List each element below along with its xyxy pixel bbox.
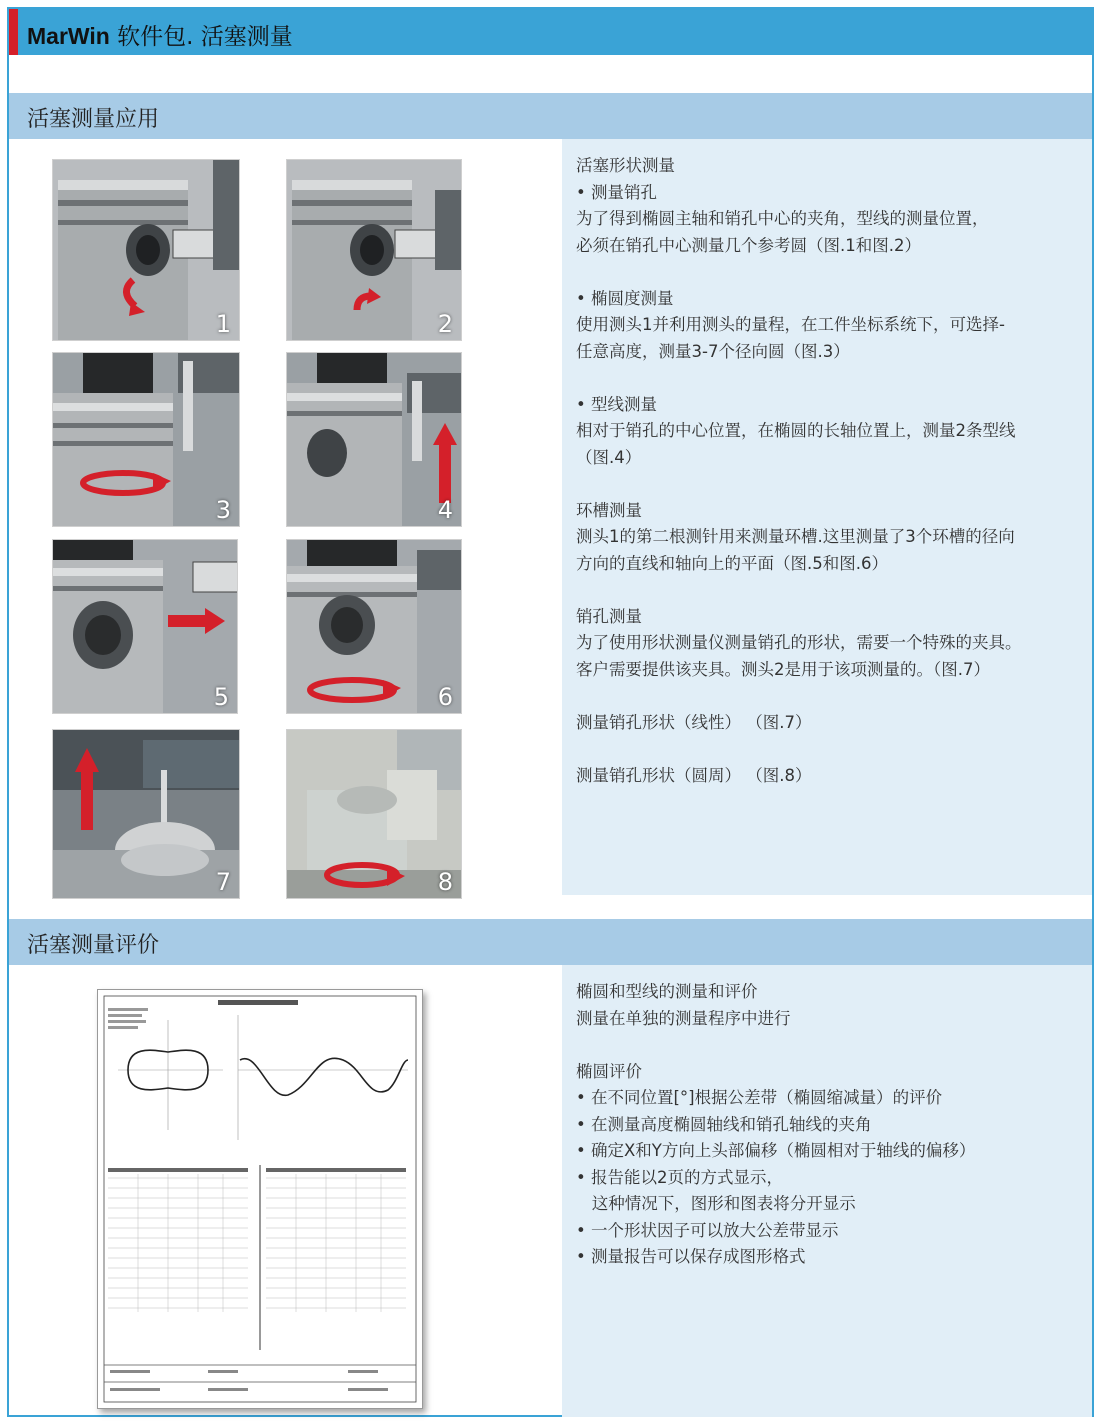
section-header-application xyxy=(9,93,1092,139)
text-line: 测量销孔形状（线性） （图.7） xyxy=(576,712,812,732)
piston-photo-1 xyxy=(53,160,240,341)
text-line: 必须在销孔中心测量几个参考圆（图.1和图.2） xyxy=(576,235,921,255)
photo-4 xyxy=(286,352,462,527)
evaluation-text-panel xyxy=(562,965,1092,1417)
text-line: 为了使用形状测量仪测量销孔的形状，需要一个特殊的夹具。 xyxy=(576,633,1022,652)
piston-photo-4 xyxy=(287,353,462,527)
section-title-application: 活塞测量应用 xyxy=(27,107,160,132)
application-text xyxy=(576,153,1022,789)
photo-8 xyxy=(286,729,462,899)
text-line: 任意高度，测量3-7个径向圆（图.3） xyxy=(576,341,850,361)
red-accent-mark xyxy=(9,9,18,55)
text-line xyxy=(576,736,1022,763)
text-line xyxy=(576,471,1022,498)
text-line: • 椭圆度测量 xyxy=(576,288,674,308)
top-header-bar xyxy=(9,9,1092,55)
piston-photo-7 xyxy=(53,730,240,899)
piston-photo-3 xyxy=(53,353,240,527)
piston-photo-8 xyxy=(287,730,462,899)
measurement-report-image xyxy=(97,989,423,1409)
report-thumbnail xyxy=(98,990,422,1408)
photo-number: 4 xyxy=(437,496,453,524)
text-line: 活塞形状测量 xyxy=(576,156,675,175)
text-line xyxy=(576,577,1022,604)
text-line: 测头1的第二根测针用来测量环槽.这里测量了3个环槽的径向 xyxy=(576,527,1015,546)
piston-photo-2 xyxy=(287,160,462,341)
text-line: 方向的直线和轴向上的平面（图.5和图.6） xyxy=(576,553,888,573)
text-line: 椭圆和型线的测量和评价 xyxy=(576,982,758,1001)
text-line: 销孔测量 xyxy=(576,606,642,626)
text-line: • 测量报告可以保存成图形格式 xyxy=(576,1247,806,1266)
photo-5 xyxy=(52,539,238,714)
photo-2 xyxy=(286,159,462,341)
text-line: • 确定X和Y方向上头部偏移（椭圆相对于轴线的偏移） xyxy=(576,1141,976,1160)
photo-6 xyxy=(286,539,462,714)
text-line: 椭圆评价 xyxy=(576,1061,642,1081)
text-line: 这种情况下，图形和图表将分开显示 xyxy=(576,1194,856,1213)
photo-number: 1 xyxy=(215,310,231,338)
photo-number: 7 xyxy=(215,868,231,896)
text-line: 使用测头1并利用测头的量程，在工件坐标系统下，可选择- xyxy=(576,315,1005,334)
text-line: 环槽测量 xyxy=(576,500,642,520)
text-line xyxy=(576,259,1022,286)
photo-number: 2 xyxy=(437,310,453,338)
page-frame xyxy=(7,7,1094,1417)
text-line: • 一个形状因子可以放大公差带显示 xyxy=(576,1220,839,1240)
text-line: （图.4） xyxy=(576,447,642,467)
photo-1 xyxy=(52,159,240,341)
text-line: 客户需要提供该夹具。测头2是用于该项测量的。（图.7） xyxy=(576,659,990,679)
text-line: 相对于销孔的中心位置，在椭圆的长轴位置上，测量2条型线 xyxy=(576,421,1016,440)
piston-photo-5 xyxy=(53,540,238,714)
text-line: • 在测量高度椭圆轴线和销孔轴线的夹角 xyxy=(576,1114,872,1134)
text-line: • 型线测量 xyxy=(576,394,657,414)
page-title-text: 软件包. 活塞测量 xyxy=(109,24,293,50)
page-title xyxy=(27,18,293,51)
text-line: • 在不同位置[°]根据公差带（椭圆缩减量）的评价 xyxy=(576,1088,943,1107)
text-line xyxy=(576,683,1022,710)
photo-7 xyxy=(52,729,240,899)
piston-photo-6 xyxy=(287,540,462,714)
section-title-evaluation: 活塞测量评价 xyxy=(27,933,160,958)
evaluation-text xyxy=(576,979,975,1271)
text-line: 为了得到椭圆主轴和销孔中心的夹角，型线的测量位置， xyxy=(576,209,989,228)
brand-name: MarWin xyxy=(27,23,110,49)
text-line: • 测量销孔 xyxy=(576,182,657,202)
photo-number: 3 xyxy=(215,496,231,524)
photo-number: 6 xyxy=(437,683,453,711)
text-line: 测量销孔形状（圆周） （图.8） xyxy=(576,765,812,785)
photo-3 xyxy=(52,352,240,527)
text-line: • 报告能以2页的方式显示， xyxy=(576,1167,783,1187)
text-line xyxy=(576,1032,975,1059)
application-text-panel xyxy=(562,139,1092,895)
photo-number: 5 xyxy=(213,683,229,711)
photo-number: 8 xyxy=(437,868,453,896)
text-line: 测量在单独的测量程序中进行 xyxy=(576,1008,791,1028)
section-header-evaluation xyxy=(9,919,1092,965)
text-line xyxy=(576,365,1022,392)
